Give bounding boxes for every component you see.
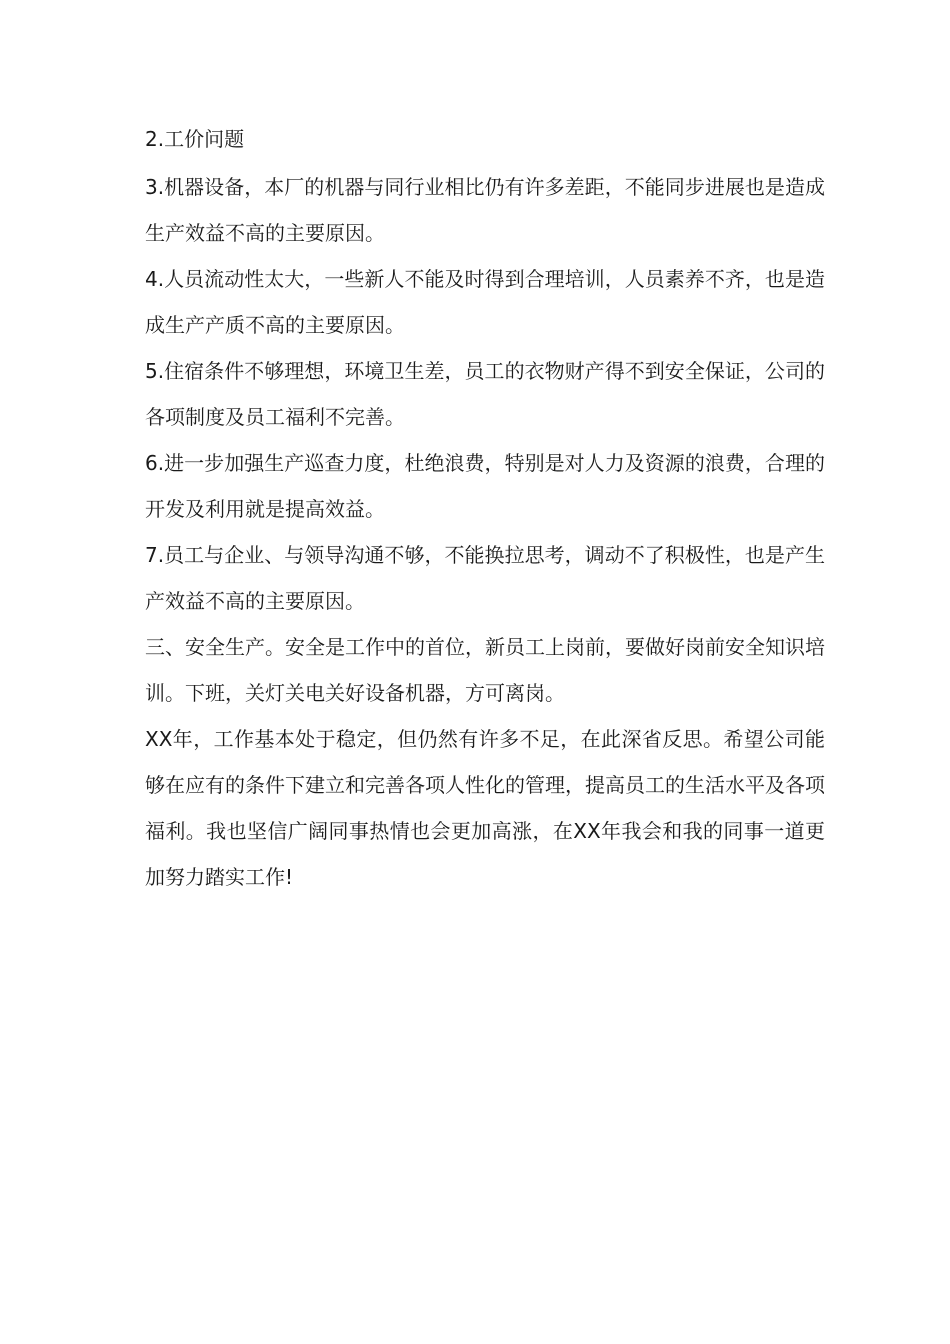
paragraph-accommodation: 5.住宿条件不够理想，环境卫生差，员工的衣物财产得不到安全保证，公司的各项制度及员工福利不完善。 xyxy=(145,359,825,429)
paragraph-conclusion: XX年，工作基本处于稳定，但仍然有许多不足，在此深省反思。希望公司能够在应有的条件下建立和完善各项人性化的管理，提高员工的生活水平及各项福利。我也坚信广阔同事热情也会更加高涨，在XX年我会和我的同事一道更加努力踏实工作! xyxy=(145,727,825,889)
paragraph-safety: 三、安全生产。安全是工作中的首位，新员工上岗前，要做好岗前安全知识培训。下班，关灯关电关好设备机器，方可离岗。 xyxy=(145,635,825,705)
document-body xyxy=(145,116,825,900)
paragraph-equipment: 3.机器设备，本厂的机器与同行业相比仍有许多差距，不能同步进展也是造成生产效益不高的主要原因。 xyxy=(145,175,825,245)
paragraph-wage-issue: 2.工价问题 xyxy=(145,127,245,151)
paragraph-staff-turnover: 4.人员流动性太大，一些新人不能及时得到合理培训，人员素养不齐，也是造成生产产质不高的主要原因。 xyxy=(145,267,825,337)
paragraph-inspection: 6.进一步加强生产巡查力度，杜绝浪费，特别是对人力及资源的浪费，合理的开发及利用就是提高效益。 xyxy=(145,451,825,521)
paragraph-communication: 7.员工与企业、与领导沟通不够，不能换拉思考，调动不了积极性，也是产生产效益不高的主要原因。 xyxy=(145,543,825,613)
